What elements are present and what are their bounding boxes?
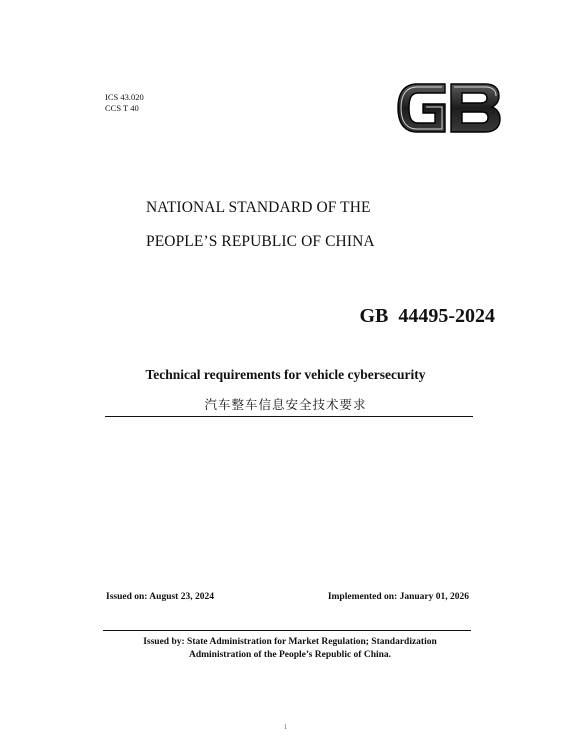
gb-logo: [395, 79, 503, 137]
issued-by-line1: Issued by: State Administration for Market Regulation; Standardization: [143, 637, 437, 647]
issued-on-date: Issued on: August 23, 2024: [106, 592, 214, 602]
issued-by-line2: Administration of the People’s Republic of China.: [188, 650, 392, 660]
ccs-code: CCS T 40: [105, 103, 139, 113]
title-divider: [105, 416, 473, 417]
issuing-authority: [100, 636, 480, 662]
standard-number: GB 44495-2024: [359, 305, 495, 327]
footer-divider: [103, 630, 471, 631]
document-title-chinese: 汽车整车信息安全技术要求: [204, 397, 367, 412]
standard-heading-line2: PEOPLE’S REPUBLIC OF CHINA: [146, 233, 375, 250]
standard-heading-line1: NATIONAL STANDARD OF THE: [146, 199, 371, 216]
classification-codes: [105, 92, 144, 114]
document-title-english: Technical requirements for vehicle cybersecurity: [145, 367, 426, 382]
implemented-on-date: Implemented on: January 01, 2026: [327, 592, 469, 602]
standard-heading: [146, 191, 375, 259]
ics-code: ICS 43.020: [105, 92, 144, 102]
page-number: 1: [283, 722, 288, 731]
